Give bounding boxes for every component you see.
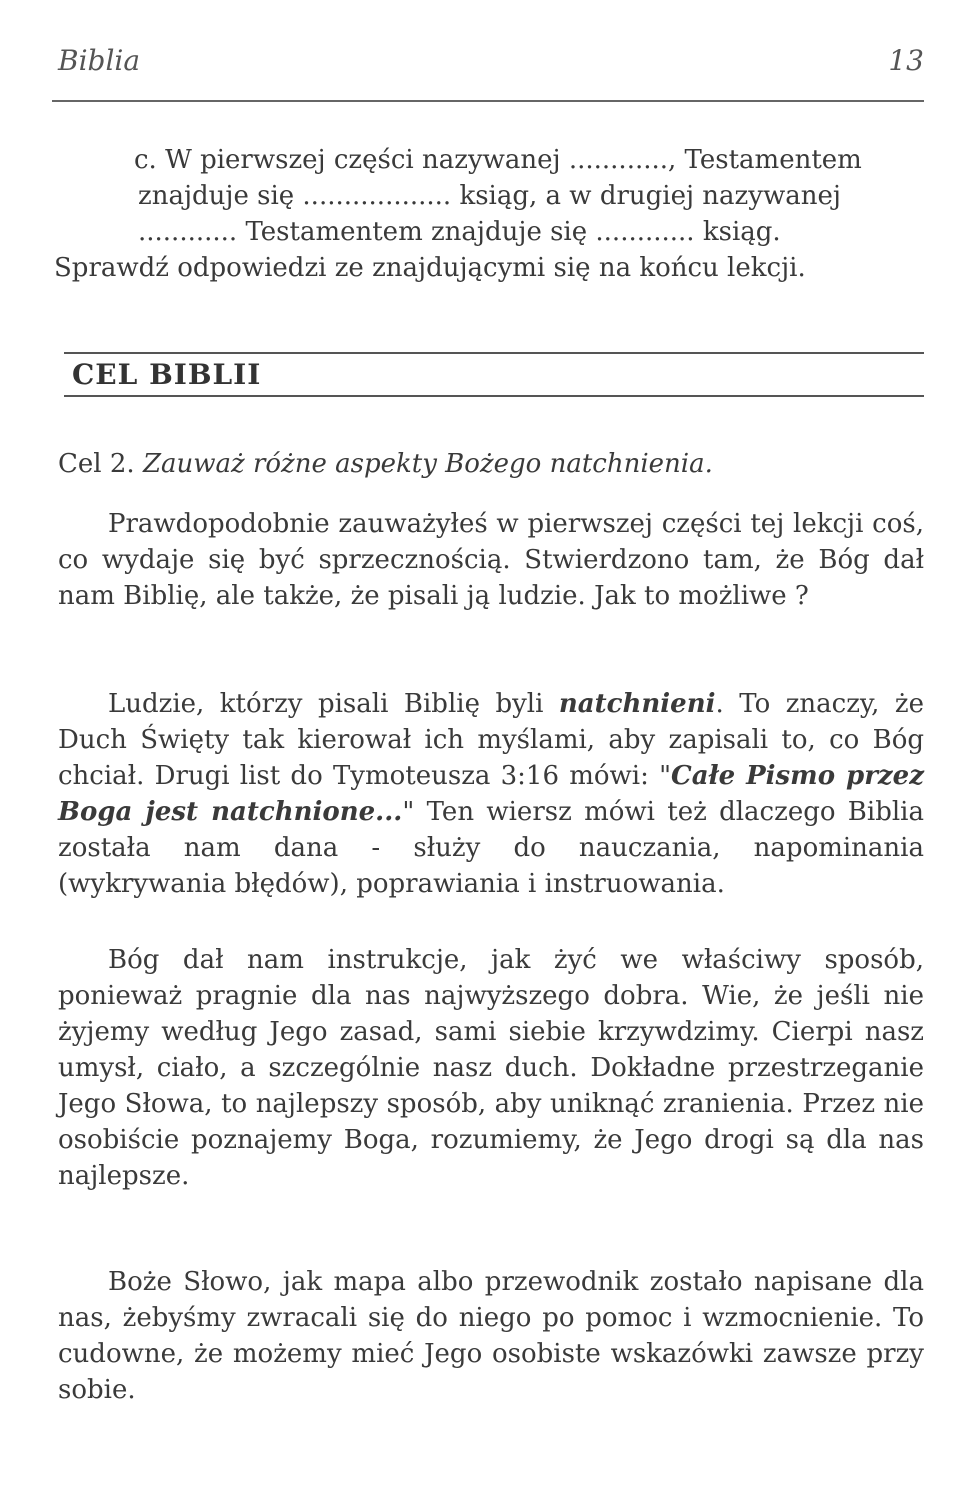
paragraph — [58, 506, 924, 614]
paragraph-text — [58, 686, 924, 902]
section-heading: CEL BIBLII — [72, 358, 262, 391]
goal-line — [58, 446, 924, 482]
section-rule-top — [64, 352, 924, 354]
paragraph-text: Boże Słowo, jak mapa albo przewodnik zostało napisane dla nas, żebyśmy zwracali się do niego po pomoc i wzmocnienie. To cudowne, że możemy mieć Jego osobiste wskazówki zawsze przy sobie. — [58, 1267, 924, 1405]
emphasis-term: natchnieni — [558, 689, 716, 719]
exercise-line: znajduje się .................. ksiąg, a w drugiej nazywanej — [138, 181, 841, 211]
exercise-block — [54, 142, 924, 286]
goal-text: Zauważ różne aspekty Bożego natchnienia. — [142, 449, 713, 479]
running-header — [58, 44, 924, 84]
paragraph — [58, 942, 924, 1194]
paragraph-text: Prawdopodobnie zauważyłeś w pierwszej części tej lekcji coś, co wydaje się być sprzecznością. Stwierdzono tam, że Bóg dał nam Biblię, ale także, że pisali ją ludzie. Jak to możliwe ? — [58, 509, 924, 611]
running-title: Biblia — [58, 44, 141, 77]
section-rule-bottom — [64, 395, 924, 397]
paragraph — [58, 1264, 924, 1408]
scripture-quote: Całe Pismo przez Boga jest natchnione... — [58, 761, 924, 827]
page-number: 13 — [888, 44, 924, 77]
text-run: Ludzie, którzy pisali Biblię byli — [108, 689, 559, 719]
paragraph — [58, 686, 924, 902]
exercise-line: Sprawdź odpowiedzi ze znajdującymi się na końcu lekcji. — [54, 253, 806, 283]
section-header — [54, 352, 924, 402]
exercise-line: c. W pierwszej części nazywanej ............, Testamentem — [134, 145, 862, 175]
goal-label: Cel 2. — [58, 449, 135, 479]
text-run: " Ten wiersz mówi też dlaczego Biblia została nam dana - służy do nauczania, napominania (wykrywania błędów), poprawiania i instruowania. — [58, 797, 924, 899]
text-run: . To znaczy, że Duch Święty tak kierował ich myślami, aby zapisali to, co Bóg chciał. Drugi list do Tymoteusza 3:16 mówi: " — [58, 689, 925, 791]
exercise-line: ............ Testamentem znajduje się ............ ksiąg. — [138, 217, 781, 247]
header-rule — [52, 100, 924, 102]
paragraph-text: Bóg dał nam instrukcje, jak żyć we właściwy sposób, ponieważ pragnie dla nas najwyższego dobra. Wie, że jeśli nie żyjemy według Jego zasad, sami siebie krzywdzimy. Cierpi nasz umysł, ciało, a szczególnie nasz duch. Dokładne przestrzeganie Jego Słowa, to najlepszy sposób, aby uniknąć zranienia. Przez nie osobiście poznajemy Boga, rozumiemy, że Jego drogi są dla nas najlepsze. — [58, 945, 924, 1191]
